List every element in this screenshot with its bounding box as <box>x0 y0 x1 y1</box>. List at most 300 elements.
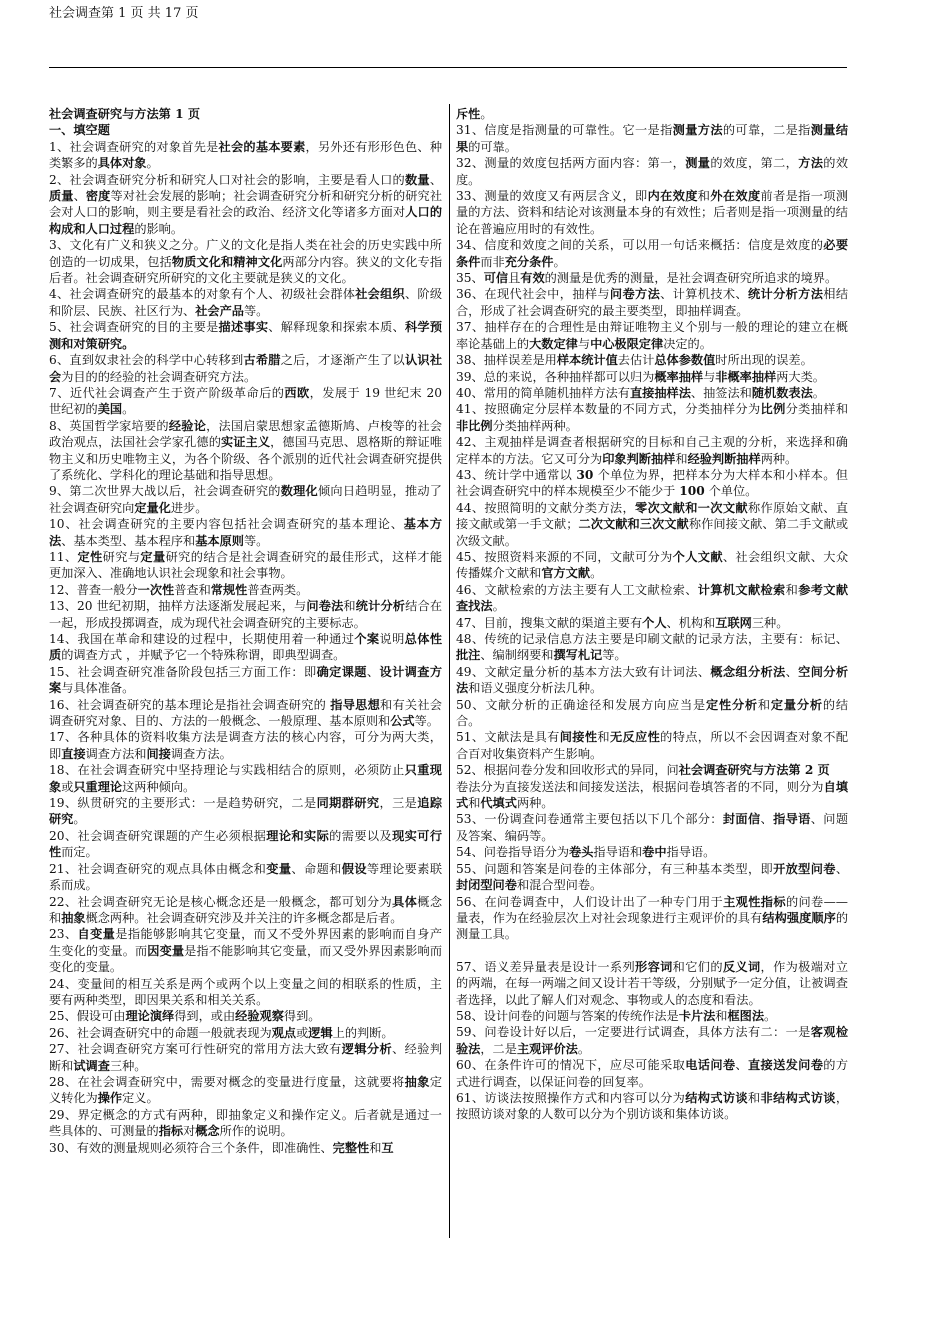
text-run: 和 <box>757 697 771 712</box>
text-run: 而非 <box>480 254 505 269</box>
text-run: 56、在问卷调查中，人们设计出了一种专门用于 <box>456 894 724 909</box>
bold-answer: 间接 <box>146 746 171 761</box>
paragraph-q22 <box>49 894 442 927</box>
text-run: 41、按照确定分层样本数量的不同方式，分类抽样分为 <box>456 402 761 417</box>
paragraph-q7 <box>49 385 442 418</box>
text-run: 2、社会调查研究分析和研究人口对社会的影响，主要是看人口的 <box>49 172 405 187</box>
text-run: 。 <box>122 402 135 417</box>
bold-answer: 经验论 <box>168 418 207 433</box>
text-run: 。 <box>480 107 493 121</box>
paragraph-q27 <box>49 1041 442 1074</box>
bold-answer: 个人文献 <box>672 549 723 564</box>
text-run: 31、信度是指测量的可靠性。它一是指 <box>456 123 673 138</box>
bold-answer: 总体性质 <box>49 632 443 663</box>
paragraph-q25 <box>49 1008 442 1024</box>
paragraph-q43 <box>456 467 848 500</box>
text-run: 40、常用的简单随机抽样方法有 <box>456 385 630 400</box>
text-run: 5、社会调查研究的目的主要是 <box>49 320 219 335</box>
bold-answer: 计算机文献检索 <box>697 582 786 597</box>
paragraph-q36 <box>456 286 848 319</box>
text-run: 指导语。 <box>666 845 716 860</box>
paragraph-q15 <box>49 664 442 697</box>
paragraph-q3 <box>49 237 442 286</box>
text-run: 58、设计问卷的问题与答案的传统作法是 <box>456 1008 679 1023</box>
bold-answer: 互 <box>381 1140 394 1155</box>
bold-answer: 美国 <box>97 402 123 417</box>
bold-answer: 因变量 <box>147 943 185 958</box>
column-divider <box>449 104 450 1238</box>
paragraph-q57 <box>456 959 848 1008</box>
text-run: 对 <box>183 1124 196 1139</box>
paragraph-q42 <box>456 434 848 467</box>
text-run: 且 <box>508 271 521 286</box>
text-run: 和 <box>343 599 356 614</box>
text-run: 、问题及答案、编码等。 <box>456 812 849 843</box>
paragraph-q26 <box>49 1025 442 1041</box>
text-run: 或 <box>61 779 74 794</box>
bold-answer: 密度 <box>85 189 111 204</box>
bold-answer: 数理化 <box>280 484 318 499</box>
text-run: 和 <box>468 796 481 811</box>
paragraph-q49 <box>456 664 848 697</box>
text-run: 20、社会调查研究课题的产生必须根据 <box>49 828 267 843</box>
bold-answer: 同期群研究 <box>316 796 380 811</box>
bold-answer: 二次文献和三次文献 <box>578 517 689 532</box>
bold-answer: 实证主义 <box>220 435 271 450</box>
paragraph-q56 <box>456 894 848 943</box>
text-run: 19、纵贯研究的主要形式：一是趋势研究，二是 <box>49 796 317 811</box>
text-run: 研究与 <box>102 549 141 564</box>
text-run: 与 <box>577 336 591 351</box>
text-run: 、计算机技术、 <box>660 287 748 302</box>
text-run: 48、传统的记录信息方法主要是印刷文献的记录方法，主要有：标记、 <box>456 632 848 646</box>
bold-answer: 电话问卷 <box>685 1058 736 1073</box>
bold-answer: 问卷法 <box>306 599 344 614</box>
bold-answer: 公式 <box>390 714 415 729</box>
text-run: 16、社会调查研究的基本理论是指社会调查研究的 <box>49 697 331 712</box>
text-run: 45、按照资料来源的不同，文献可分为 <box>456 549 673 564</box>
bold-answer: 封面信 <box>722 812 761 827</box>
bold-answer: 定性分析 <box>705 697 758 712</box>
bold-answer: 逻辑 <box>308 1025 333 1040</box>
bold-answer: 完整性 <box>332 1140 370 1155</box>
text-run: 55、问题和答案是问卷的主体部分，有三种基本类型，即 <box>456 861 774 876</box>
text-run: 、经验判断和 <box>49 1042 443 1073</box>
text-run: 49、文献定量分析的基本方法大致有计词法、 <box>456 664 711 679</box>
text-run: 称作间接文献、第二手文献或次级文献。 <box>456 517 849 548</box>
paragraph-q31 <box>456 122 848 155</box>
text-run: ，发展于 19 世纪末 20 世纪初的 <box>49 385 442 417</box>
bold-answer: 100 <box>679 484 705 499</box>
paragraph-q30 <box>49 1140 442 1156</box>
bold-answer: 主观评价法 <box>516 1041 578 1056</box>
bold-answer: 社会组织 <box>355 287 405 302</box>
paragraph-q20 <box>49 828 442 861</box>
bold-answer: 测量方法 <box>672 123 723 138</box>
text-run: 称作原始文献、直接文献或第一手文献； <box>456 500 849 532</box>
text-run: 23、 <box>49 927 78 942</box>
bold-answer: 个案 <box>354 632 380 646</box>
text-run: 等理论要素联系而成。 <box>49 861 443 893</box>
bold-answer: 基本原则 <box>195 533 244 548</box>
bold-answer: 有效 <box>520 271 545 286</box>
paragraph-q37 <box>456 319 848 352</box>
text-run: 24、变量间的相互关系是两个或两个以上变量之间的相联系的性质，主要有两种类型，即因果关系和相关关系。 <box>49 976 442 1007</box>
bold-answer: 互联网 <box>715 615 752 630</box>
text-run: 与 <box>703 369 716 384</box>
paragraph-q10 <box>49 516 442 549</box>
text-run: 倾向日趋明显，推动了社会调查研究向 <box>49 484 442 515</box>
bold-answer: 非结构式访谈 <box>760 1090 836 1105</box>
bold-answer: 批注 <box>456 648 481 663</box>
text-run: 的效度。 <box>456 156 849 187</box>
bold-answer: 官方文献 <box>541 566 591 581</box>
bold-answer: 经验观察 <box>235 1009 284 1024</box>
text-run: ，三是 <box>379 796 418 811</box>
text-run: 。 <box>577 1041 591 1056</box>
text-run: 两大类。 <box>776 369 825 384</box>
bold-answer: 卷中 <box>642 845 667 860</box>
header-rule <box>49 67 847 68</box>
bold-answer: 操作 <box>97 1091 123 1106</box>
bold-answer: 反义词 <box>722 959 761 974</box>
paragraph-q61 <box>456 1090 848 1123</box>
bold-answer: 科学预测和对策研究。 <box>49 320 443 351</box>
paragraph-q8 <box>49 418 442 484</box>
text-run: 两种。 <box>516 796 554 811</box>
paragraph-q1 <box>49 139 442 172</box>
text-run: 22、社会调查研究无论是核心概念还是一般概念，都可划分为 <box>49 894 393 909</box>
bold-answer: 印象判断抽样 <box>602 451 676 466</box>
text-run: 卷法分为直接发送法和间接发送法，根据问卷填答者的不同，则分为 <box>456 779 824 794</box>
paragraph-q6 <box>49 352 442 385</box>
bold-answer: 参考文献查找法 <box>456 582 849 614</box>
text-run: 18、在社会调查研究中坚持理论与实践相结合的原则，必须防止 <box>49 763 405 778</box>
text-run: 15、社会调查研究准备阶段包括三方面工作：即 <box>49 664 317 679</box>
text-run: 的测量工具。 <box>456 910 849 942</box>
paragraph-q52 <box>456 762 848 778</box>
bold-answer: 自填式 <box>456 779 849 811</box>
paragraph-section <box>49 122 442 138</box>
text-run: 的可靠，二是指 <box>722 123 811 138</box>
text-run: 为目的的经验的社会调查研究方法。 <box>61 369 257 384</box>
bold-answer: 概率抽样 <box>654 369 704 384</box>
text-run: 、 <box>73 189 86 204</box>
text-run: 、 <box>760 812 774 827</box>
text-run: 等对社会发展的影响；社会调查研究分析和研究分析的研究社会对人口的影响，则主要是看社会的政治、经济文化等诸多方面对 <box>49 189 443 220</box>
paragraph-q11 <box>49 549 442 582</box>
bold-answer: 逻辑分析 <box>341 1042 393 1057</box>
text-run: 、 <box>429 172 442 187</box>
text-run: 17、各种具体的资料收集方法是调查方法的核心内容，可分为两大类，即 <box>49 730 442 761</box>
text-run: 43、统计学中通常以 <box>456 467 577 482</box>
paragraph-q55 <box>456 861 848 894</box>
bold-answer: 内在效度 <box>647 189 698 204</box>
text-run: 9、第二次世界大战以后，社会调查研究的 <box>49 484 281 499</box>
bold-answer: 设计调查方案 <box>49 664 443 696</box>
text-run: 26、社会调查研究中的命题一般就表现为 <box>49 1025 272 1040</box>
bold-answer: 社会产品 <box>195 303 244 318</box>
bold-answer: 比例 <box>760 402 786 417</box>
paragraph-q46 <box>456 582 848 615</box>
bold-answer: 一、填空题 <box>49 123 110 138</box>
text-run: 的可靠。 <box>468 139 517 154</box>
paragraph-q48 <box>456 631 848 664</box>
text-run: 。 <box>590 566 603 581</box>
bold-answer: 数量 <box>404 172 430 187</box>
text-run: 61、访谈法按照操作方式和内容可以分为 <box>456 1090 686 1105</box>
bold-answer: 30 <box>576 467 594 482</box>
bold-answer: 框图法 <box>727 1008 765 1023</box>
text-run: 的方式进行调查，以保证问卷的回复率。 <box>456 1058 849 1089</box>
text-run: 38、抽样误差是用 <box>456 353 557 368</box>
text-run: 之后，才逐渐产生了以 <box>280 353 405 368</box>
text-run: 两种。 <box>760 451 798 466</box>
bold-answer: 社会调查研究与方法第 2 页 <box>678 763 830 778</box>
bold-answer: 撰写札记 <box>553 648 603 663</box>
text-run: 分类抽样两种。 <box>492 418 578 433</box>
bold-answer: 指导思想 <box>330 697 381 712</box>
text-run: ，二是 <box>480 1041 517 1056</box>
paragraph-title <box>49 106 442 122</box>
text-run: 时所出现的误差。 <box>715 353 813 368</box>
text-run: 调查方法。 <box>170 746 232 761</box>
text-run: 与具体准备。 <box>61 681 135 696</box>
bold-answer: 代填式 <box>480 796 517 811</box>
bold-answer: 西欧 <box>284 385 310 400</box>
paragraph-q44 <box>456 500 848 549</box>
bold-answer: 统计分析 <box>355 599 406 614</box>
text-run: 和有关社会调查研究对象、目的、方法的一般概念、一般原理、基本原则和 <box>49 697 442 729</box>
bold-answer: 必要条件 <box>456 238 849 269</box>
bold-answer: 零次文献和一次文献 <box>635 500 748 515</box>
text-run: 1、社会调查研究的对象首先是 <box>49 139 219 154</box>
text-run: 、 <box>735 1058 748 1073</box>
bold-answer: 结构强度顺序 <box>762 910 836 925</box>
text-run: ，作为极端对立的两端，在每一两端之间又设计若干等级，分别赋予一定分值，让被调查者选择，以此了解人们对观念、事物或人的态度和看法。 <box>456 959 849 1007</box>
text-run: 21、社会调查研究的观点具体由概念和 <box>49 861 267 876</box>
bold-answer: 无反应性 <box>609 730 661 745</box>
text-run: 研究的结合是社会调查研究的最佳形式，这样才能更加深入、准确地认识社会现象和社会事物。 <box>49 549 443 581</box>
text-run: 和它们的 <box>672 959 723 974</box>
bold-answer: 充分条件 <box>504 254 554 269</box>
bold-answer: 中心极限定律 <box>590 336 664 351</box>
bold-answer: 常规性 <box>210 582 248 597</box>
text-run: 39、总的来说，各种抽样都可以归为 <box>456 369 655 384</box>
text-run: 和 <box>715 1008 728 1023</box>
paragraph-q28 <box>49 1074 442 1107</box>
text-run: 57、语义差异量表是设计一系列 <box>456 959 636 974</box>
bold-answer: 定量化 <box>134 500 171 515</box>
paragraph-q34 <box>456 237 848 270</box>
text-run: 、解释现象和探索本质、 <box>268 320 405 335</box>
paragraph-q21 <box>49 861 442 894</box>
text-run: 的调查方式 ，并赋予它一个特殊称谓，即典型调查。 <box>61 648 346 663</box>
bold-answer: 封闭型问卷 <box>456 878 517 893</box>
paragraph-q5 <box>49 319 442 352</box>
paragraph-q24 <box>49 976 442 1009</box>
bold-answer: 理论和实际 <box>266 828 330 843</box>
paragraph-q14 <box>49 631 442 664</box>
text-run: ，按照访谈对象的人数可以分为个别访谈和集体访谈。 <box>456 1090 849 1122</box>
paragraph-q13 <box>49 598 442 631</box>
text-run: 28、在社会调查研究中，需要对概念的变量进行度量，这就要将 <box>49 1074 405 1089</box>
paragraph-q2 <box>49 172 442 238</box>
text-run: 。 <box>553 254 566 269</box>
text-run: 51、文献法是具有 <box>456 730 560 745</box>
text-run: 概念和 <box>49 894 443 925</box>
bold-answer: 抽象 <box>61 910 86 925</box>
bold-answer: 问卷方法 <box>609 287 661 302</box>
text-run: 定义转化为 <box>49 1074 442 1106</box>
bold-answer: 定量分析 <box>770 697 823 712</box>
right-column <box>456 106 848 1123</box>
paragraph-q33 <box>456 188 848 237</box>
text-run: 36、在现代社会中，抽样与 <box>456 287 610 302</box>
bold-answer: 质量 <box>49 189 74 204</box>
bold-answer: 古希腊 <box>243 353 281 368</box>
text-run: 60、在条件许可的情况下，应尽可能采取 <box>456 1058 686 1073</box>
text-run: 的效度，第二， <box>710 156 799 171</box>
text-run: 结合在一起，形成投掷调查，成为现代社会调查研究的主要标志。 <box>49 599 443 630</box>
bold-answer: 观点 <box>271 1025 297 1040</box>
text-run: 和 <box>785 582 799 597</box>
bold-answer: 指标 <box>158 1124 184 1139</box>
text-run: 等。 <box>244 533 269 548</box>
bold-answer: 经验判断抽样 <box>687 451 761 466</box>
text-run: 29、界定概念的方式有两种，即抽象定义和操作定义。后者就是通过一些具体的、可测量的 <box>49 1107 442 1139</box>
text-run: 的结合。 <box>456 697 849 729</box>
text-run: 等。 <box>244 303 269 318</box>
bold-answer: 社会调查研究与方法第 1 页 <box>49 107 201 121</box>
text-run: 、命题和 <box>291 861 342 876</box>
text-run: 10、社会调查研究的主要内容包括社会调查研究的基本理论、 <box>49 517 404 532</box>
text-run: 14、我国在革命和建设的过程中，长期使用着一种通过 <box>49 632 355 646</box>
text-run: 是指不能影响其它变量，而又受外界因素影响而变化的变量。 <box>49 943 443 975</box>
bold-answer: 描述事实 <box>218 320 269 335</box>
text-run: 得到。 <box>283 1009 321 1024</box>
paragraph-q45 <box>456 549 848 582</box>
text-run: 相结合，形成了社会调查研究的最主要类型，即抽样调查。 <box>456 287 849 318</box>
text-run: 7、近代社会调查产生于资产阶级革命后的 <box>49 385 285 400</box>
text-run: 的问卷——量表，作为在经验层次上对社会现象进行主观评价的具有 <box>456 894 848 925</box>
paragraph-q23 <box>49 926 442 975</box>
paragraph-q40 <box>456 385 848 401</box>
bold-answer: 定性 <box>77 549 103 564</box>
paragraph-q35 <box>456 270 848 286</box>
text-run: 27、社会调查研究方案可行性研究的常用方法大致有 <box>49 1042 342 1057</box>
bold-answer: 间接性 <box>559 730 598 745</box>
paragraph-q12 <box>49 582 442 598</box>
text-run: 11、 <box>49 549 78 564</box>
text-run: 、编制纲要和 <box>480 648 554 663</box>
bold-answer: 非概率抽样 <box>715 369 777 384</box>
text-run: 的影响。 <box>134 221 184 236</box>
bold-answer: 现实可行性 <box>49 828 443 860</box>
text-run: 、社会组织文献、大众传播媒介文献和 <box>456 549 849 581</box>
bold-answer: 追踪研究 <box>49 796 443 827</box>
text-run: 个单位为界，把样本分为大样本和小样本。但社会调查研究中的样本规模至少不能少于 <box>456 467 848 499</box>
bold-answer: 总体参数值 <box>654 353 716 368</box>
paragraph-q19 <box>49 795 442 828</box>
bold-answer: 只重理论 <box>73 779 123 794</box>
text-run: 和混合型问卷。 <box>516 878 603 893</box>
text-run: 13、20 世纪初期，抽样方法逐渐发展起来，与 <box>49 599 307 614</box>
text-run: 概念两种。社会调查研究涉及并关注的许多概念都是后者。 <box>85 910 403 925</box>
text-run: 47、目前，搜集文献的渠道主要有 <box>456 615 643 630</box>
text-run: 4、社会调查研究的最基本的对象有个人、初级社会群体 <box>49 287 356 302</box>
text-run: 的需要以及 <box>329 828 393 843</box>
text-run: 和 <box>697 189 711 204</box>
text-run: 、 <box>835 861 848 876</box>
bold-answer: 直接 <box>61 746 86 761</box>
text-run: 进步。 <box>170 500 208 515</box>
bold-answer: 概念组分析法 <box>710 664 786 679</box>
paragraph-q50 <box>456 697 848 730</box>
text-run: 、抽签法和 <box>690 385 752 400</box>
text-run: 等。 <box>602 648 627 663</box>
text-run: 的特点，所以不会因调查对象不配合百对收集资料产生影响。 <box>456 730 849 761</box>
paragraph-q17 <box>49 729 442 762</box>
left-column <box>49 106 442 1156</box>
text-run: 这两种倾向。 <box>122 779 196 794</box>
text-run: 、机构和 <box>666 615 716 630</box>
text-run: 。 <box>812 385 825 400</box>
bold-answer: 形容词 <box>635 959 673 974</box>
bold-answer: 试调查 <box>73 1058 110 1073</box>
text-run: 34、信度和效度之间的关系，可以用一句话来概括：信度是效度的 <box>456 238 824 253</box>
paragraph-q47 <box>456 615 848 631</box>
text-run: 3、文化有广义和狭义之分。广义的文化是指人类在社会的历史实践中所创造的一切成果，包括 <box>49 238 442 269</box>
text-run: 两部分内容。狭义的文化专指后者。社会调查研究所研究的文化主要就是狭义的文化。 <box>49 254 443 286</box>
text-run: 37、抽样存在的合理性是由辩证唯物主义个别与一般的理论的建立在概率论基础上的 <box>456 320 848 351</box>
text-run: 而定。 <box>61 845 98 860</box>
bold-answer: 卷头 <box>569 845 594 860</box>
text-run: 44、按照简明的文献分类方法， <box>456 500 636 515</box>
paragraph-q30b <box>456 106 848 122</box>
text-run: 46、文献检索的方法主要有人工文献检索、 <box>456 582 698 597</box>
bold-answer: 具体对象 <box>97 156 147 171</box>
text-run: 和 <box>747 1090 761 1105</box>
bold-answer: 指导语 <box>773 812 811 827</box>
paragraph-q59 <box>456 1024 848 1057</box>
bold-answer: 具体 <box>392 894 418 909</box>
text-run: 32、测量的效度包括两方面内容：第一， <box>456 156 686 171</box>
bold-answer: 自变量 <box>77 927 116 942</box>
text-run: 是指能够影响其它变量，而又不受外界因素的影响而自身产生变化的变量。而 <box>49 927 443 958</box>
text-run: 。 <box>764 1008 777 1023</box>
text-run: 指导语和 <box>593 845 643 860</box>
bold-answer: 物质文化和精神文化 <box>171 254 283 269</box>
text-run: ，另外还有形形色色、种类繁多的 <box>49 139 443 171</box>
paragraph-q51 <box>456 729 848 762</box>
bold-answer: 概念 <box>195 1124 220 1139</box>
text-run: 和语义强度分析法几种。 <box>468 681 603 696</box>
text-run: 30、有效的测量规则必须符合三个条件，即准确性、 <box>49 1140 333 1155</box>
bold-answer: 抽象 <box>404 1074 430 1089</box>
text-run: ，法国启蒙思想家孟德斯鸠、卢梭等的社会政治观点，法国社会学家孔德的 <box>49 418 442 450</box>
bold-answer: 变量 <box>266 861 292 876</box>
bold-answer: 非比例 <box>456 418 493 433</box>
bold-answer: 结构式访谈 <box>685 1090 748 1105</box>
bold-answer: 只重现象 <box>49 763 442 794</box>
text-run: 、阶级和阶层、民族、社区行为、 <box>49 287 443 318</box>
text-run: 53、一份调查问卷通常主要包括以下几个部分： <box>456 812 723 827</box>
text-run: 54、问卷指导语分为 <box>456 845 570 860</box>
paragraph-q4 <box>49 286 442 319</box>
bold-answer: 一次性 <box>137 582 175 597</box>
paragraph-q32 <box>456 155 848 188</box>
